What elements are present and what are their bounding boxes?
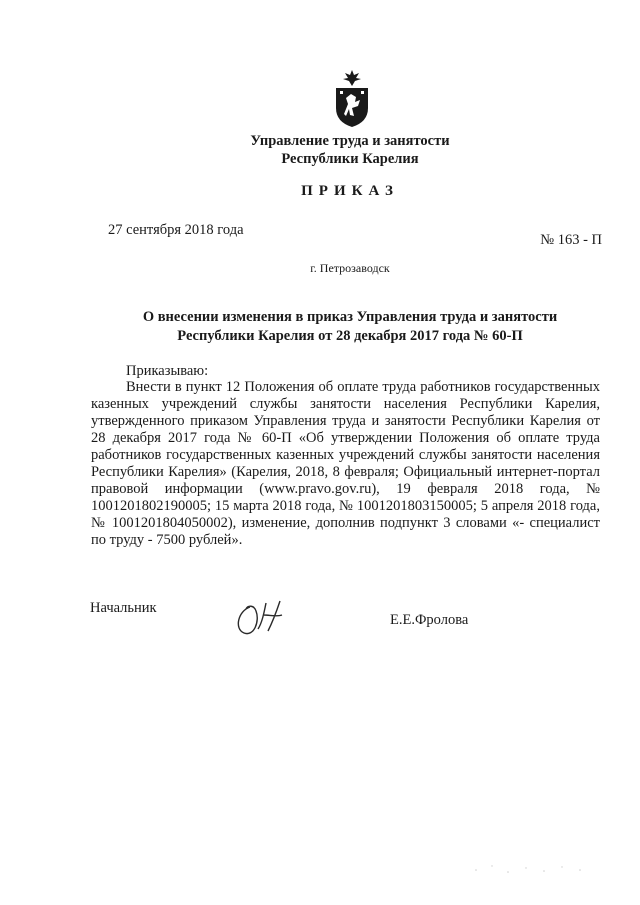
handwritten-signature-icon	[228, 585, 292, 649]
signer-title: Начальник	[90, 600, 157, 616]
order-city: г. Петрозаводск	[310, 261, 390, 275]
karelia-coat-of-arms-icon	[332, 70, 372, 128]
signer-name: Е.Е.Фролова	[390, 612, 469, 628]
order-body-paragraph: Внести в пункт 12 Положения об оплате труда работников государственных казенных учреждений службы занятости населения Республики Карелия, утвержденного приказом Управления труда и занятости Республики Карелия от 28 декабря 2017 года № 60-П «Об утверждении Положения об оплате труда работников государственных казенных учреждений службы занятости населения Республики Карелия» (Карелия, 2018, 8 февраля; Официальный интернет-портал правовой информации (www.pravo.gov.ru), 19 февраля 2018 года, № 1001201802190005; 15 марта 2018 года, № 1001201803150005; 5 апреля 2018 года, № 1001201804050002), изменение, дополнив подпункт 3 словами «- специалист по труду - 7500 рублей».	[91, 379, 600, 548]
directive-word: Приказываю:	[126, 363, 209, 379]
org-line-2: Республики Карелия	[281, 151, 419, 167]
order-number: № 163 - П	[540, 232, 602, 248]
subject-line-2: Республики Карелия от 28 декабря 2017 года № 60-П	[177, 328, 523, 344]
organization-name	[180, 132, 520, 168]
org-line-1: Управление труда и занятости	[250, 133, 450, 149]
scan-artifact	[470, 858, 590, 878]
order-subject	[120, 308, 580, 346]
document-type: ПРИКАЗ	[301, 183, 399, 199]
order-date: 27 сентября 2018 года	[108, 222, 244, 238]
subject-line-1: О внесении изменения в приказ Управления труда и занятости	[142, 309, 558, 325]
